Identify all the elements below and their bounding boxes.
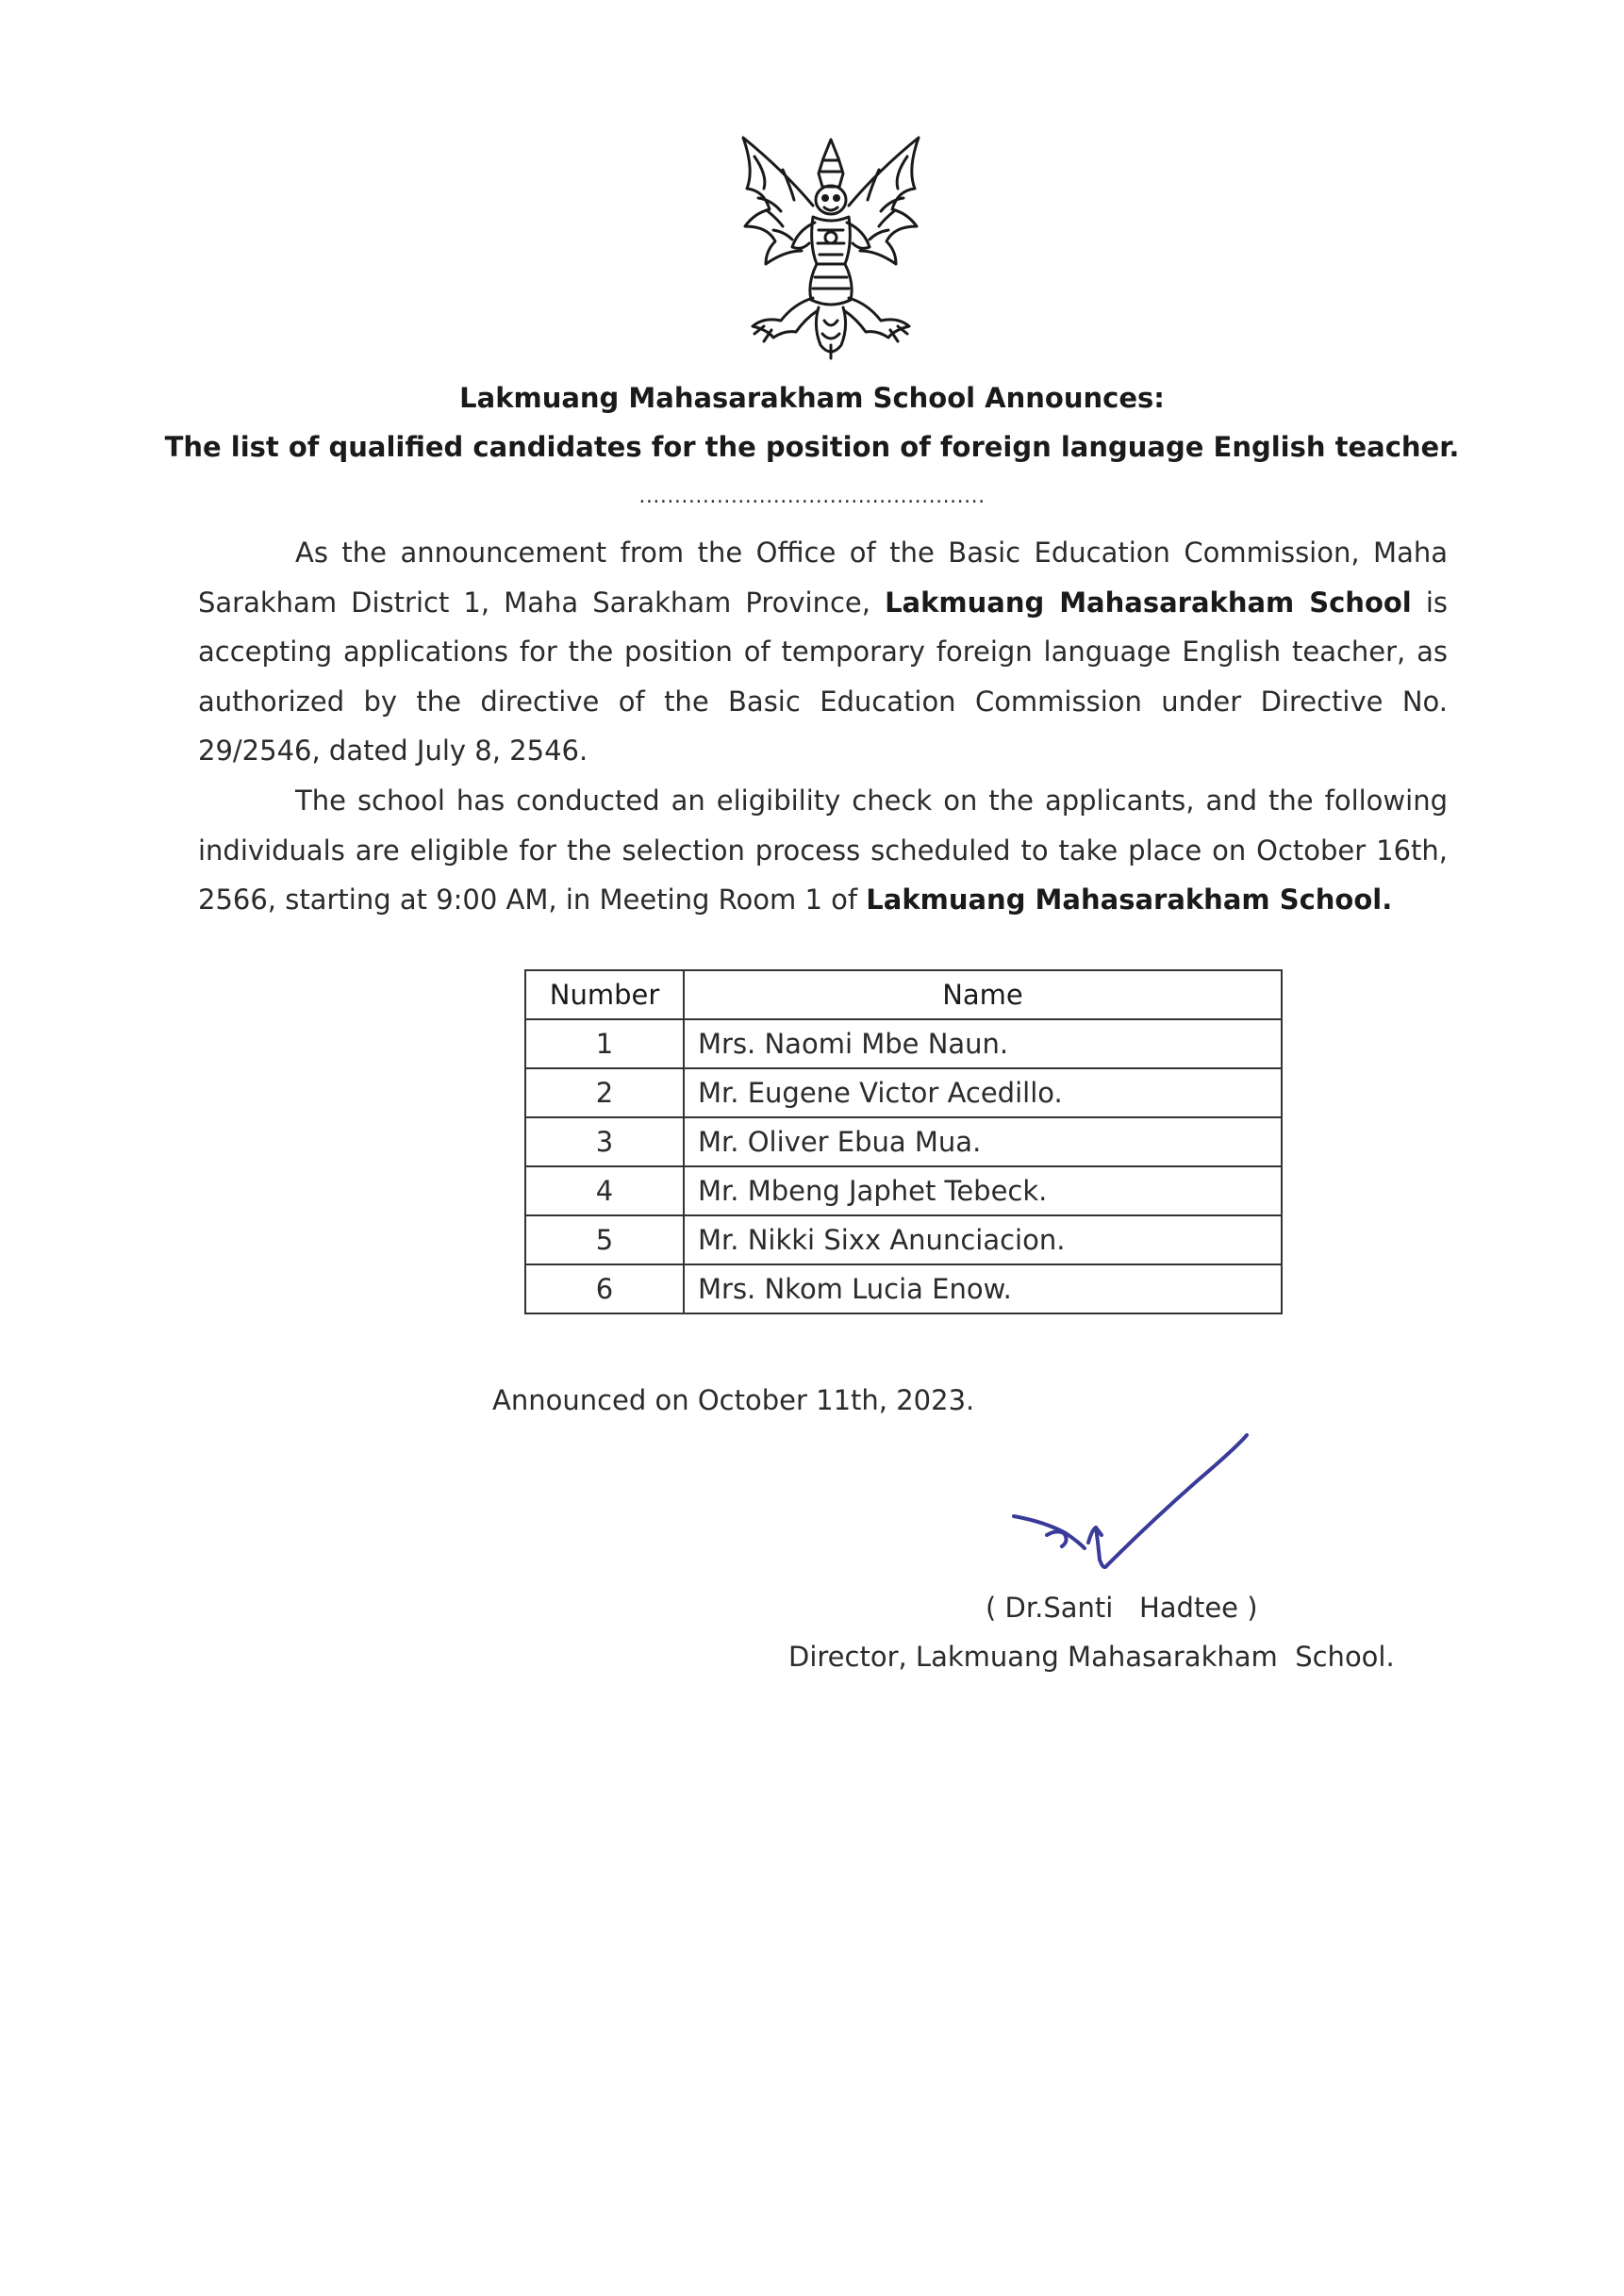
candidate-name: Mr. Mbeng Japhet Tebeck. [684, 1166, 1282, 1215]
announcement-title: Lakmuang Mahasarakham School Announces: [459, 382, 1165, 414]
paragraph-text: As the announcement from the Office of the Basic Education Commission, Maha Sarakham District 1, Maha Sarakham Province, [198, 537, 1448, 619]
paragraph-eligibility-info [198, 776, 1448, 925]
candidate-name: Mr. Oliver Ebua Mua. [684, 1117, 1282, 1166]
table-header-row [525, 970, 1282, 1019]
row-number: 5 [525, 1215, 684, 1264]
table-row [525, 1264, 1282, 1313]
candidate-name: Mrs. Nkom Lucia Enow. [684, 1264, 1282, 1313]
announcement-date: Announced on October 11th, 2023. [492, 1384, 975, 1416]
dotted-separator: ................................................. [638, 485, 986, 508]
school-name-bold: Lakmuang Mahasarakham School. [866, 884, 1393, 916]
row-number: 2 [525, 1068, 684, 1117]
row-number: 6 [525, 1264, 684, 1313]
column-header-number: Number [525, 970, 684, 1019]
garuda-emblem-icon [726, 132, 936, 363]
row-number: 3 [525, 1117, 684, 1166]
signer-title: Director, Lakmuang Mahasarakham School. [788, 1641, 1395, 1673]
row-number: 4 [525, 1166, 684, 1215]
candidate-name: Mr. Nikki Sixx Anunciacion. [684, 1215, 1282, 1264]
candidate-name: Mr. Eugene Victor Acedillo. [684, 1068, 1282, 1117]
paragraph-application-info [198, 528, 1448, 776]
table-row [525, 1117, 1282, 1166]
paragraph-text: is accepting applications for the position of temporary foreign language English teacher, as authorized by the directive of the Basic Education Commission under Directive No. 29/2546, dated July 8, 2546. [198, 586, 1449, 767]
table-row [525, 1215, 1282, 1264]
announcement-subtitle: The list of qualified candidates for the position of foreign language English teacher. [164, 431, 1460, 463]
school-name-bold: Lakmuang Mahasarakham School [885, 586, 1412, 619]
paragraph-text: The school has conducted an eligibility check on the applicants, and the following individuals are eligible for the selection process scheduled to take place on October 16th, 2566, starting at 9:00 AM, in Meeting Room 1 of [198, 785, 1448, 916]
column-header-name: Name [684, 970, 1282, 1019]
signer-name: ( Dr.Santi Hadtee ) [986, 1592, 1258, 1624]
candidate-name: Mrs. Naomi Mbe Naun. [684, 1019, 1282, 1068]
table-row [525, 1166, 1282, 1215]
candidates-table [524, 969, 1283, 1314]
handwritten-signature-icon [1009, 1424, 1254, 1584]
table-row [525, 1068, 1282, 1117]
row-number: 1 [525, 1019, 684, 1068]
table-row [525, 1019, 1282, 1068]
